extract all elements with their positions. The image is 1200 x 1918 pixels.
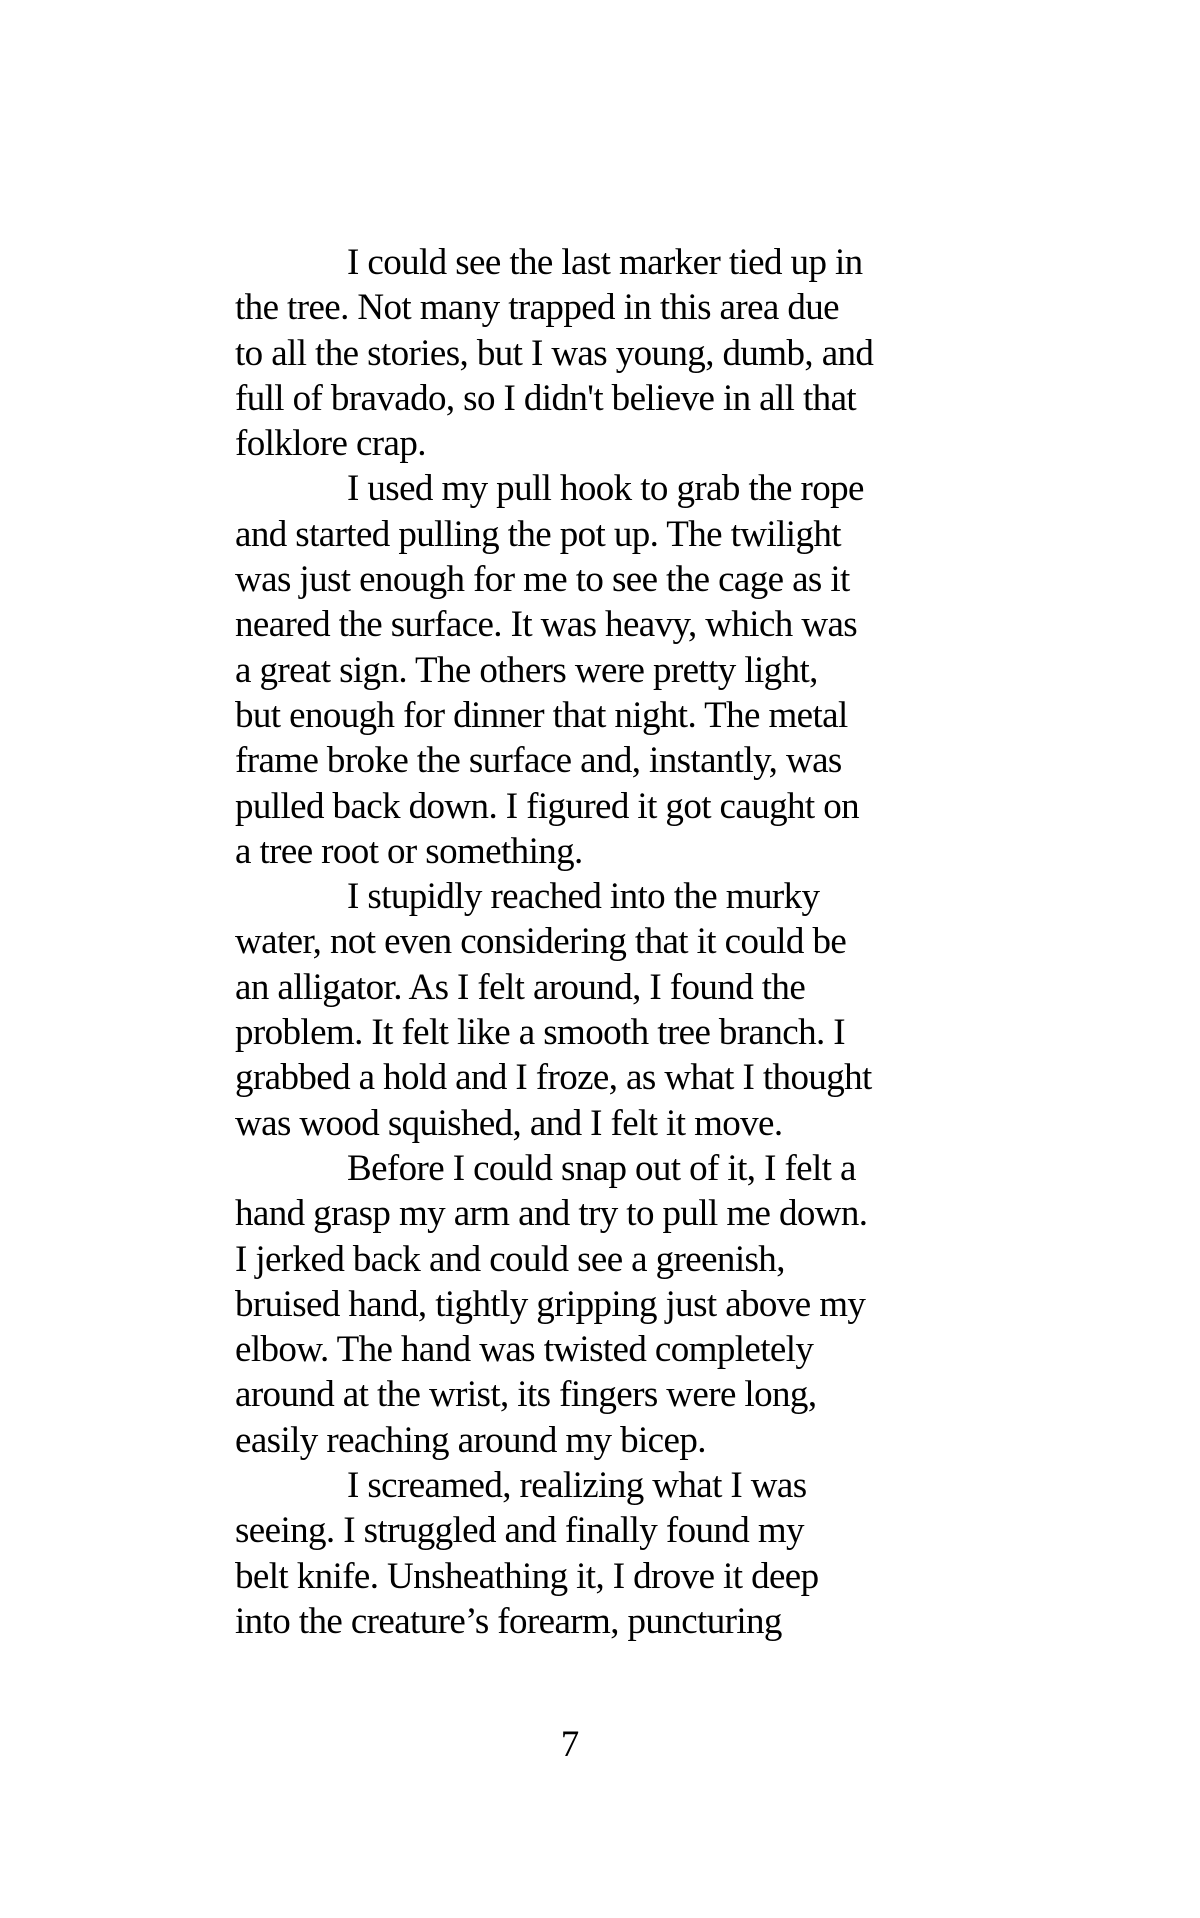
text-line: easily reaching around my bicep. [235,1419,706,1461]
text-line: to all the stories, but I was young, dumb, and [235,332,874,374]
page-number: 7 [560,1724,580,1765]
text-line: a tree root or something. [235,830,583,872]
text-line: a great sign. The others were pretty light, [235,649,818,691]
text-line: folklore crap. [235,423,426,465]
text-line: neared the surface. It was heavy, which was [235,604,858,646]
text-line: seeing. I struggled and finally found my [235,1510,804,1552]
text-line: the tree. Not many trapped in this area due [235,287,839,329]
text-line: I could see the last marker tied up in [347,242,863,283]
text-line: belt knife. Unsheathing it, I drove it deep [235,1555,819,1597]
text-line: an alligator. As I felt around, I found the [235,966,806,1008]
text-line: Before I could snap out of it, I felt a [347,1147,856,1189]
text-line: I jerked back and could see a greenish, [235,1238,785,1280]
text-line: elbow. The hand was twisted completely [235,1329,814,1371]
text-line: I used my pull hook to grab the rope [347,468,864,510]
text-line: grabbed a hold and I froze, as what I thought [235,1057,872,1099]
text-line: into the creature’s forearm, puncturing [235,1600,782,1642]
text-line: frame broke the surface and, instantly, was [235,740,842,782]
text-line: hand grasp my arm and try to pull me down. [235,1193,868,1235]
text-line: full of bravado, so I didn't believe in all that [235,377,857,419]
text-line: around at the wrist, its fingers were long, [235,1374,817,1416]
text-line: water, not even considering that it could be [235,921,847,963]
text-line: was wood squished, and I felt it move. [235,1102,783,1144]
text-line: but enough for dinner that night. The metal [235,694,848,736]
text-line: pulled back down. I figured it got caught on [235,785,860,827]
text-line: problem. It felt like a smooth tree branch. I [235,1012,846,1054]
text-line: I screamed, realizing what I was [347,1465,807,1507]
text-line: and started pulling the pot up. The twilight [235,513,841,555]
text-line: I stupidly reached into the murky [347,876,820,918]
text-line: bruised hand, tightly gripping just above my [235,1283,866,1325]
text-line: was just enough for me to see the cage as it [235,559,850,601]
body-text [235,240,955,1644]
